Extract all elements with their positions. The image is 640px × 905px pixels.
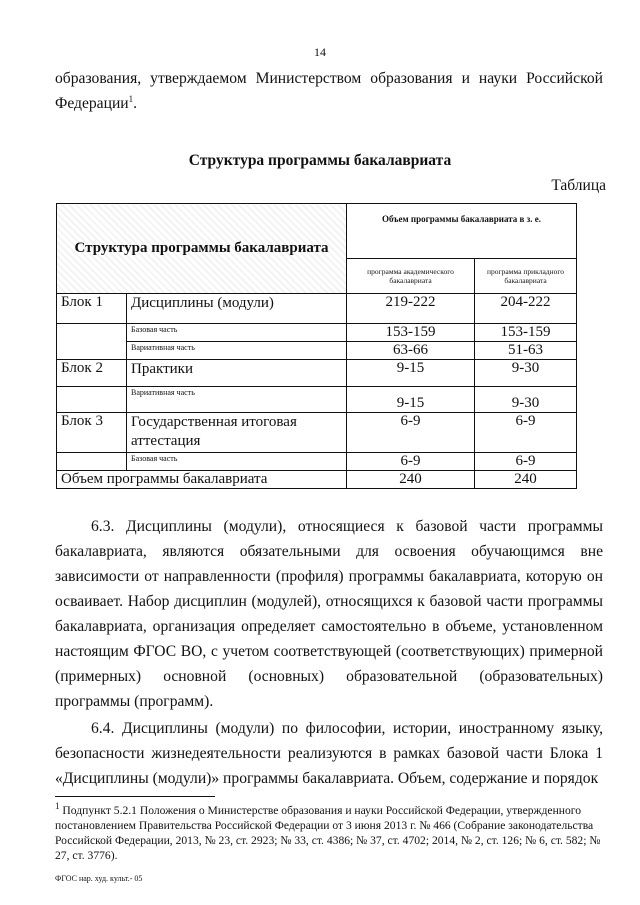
block-label [57,387,127,413]
intro-text: образования, утверждаемом Министерством образования и науки Российской Федерации [55,70,603,112]
row-name: Базовая часть [127,453,347,471]
academic-value: 219-222 [347,294,475,324]
table-header-applied: программа прикладного бакалавриата [475,259,577,294]
applied-value: 51-63 [475,342,577,360]
table-row [57,324,577,342]
block-label [57,324,127,360]
row-name: Практики [127,360,347,387]
total-label: Объем программы бакалавриата [57,471,347,489]
academic-value: 6-9 [347,453,475,471]
row-name: Вариативная часть [127,387,347,413]
academic-value: 9-15 [347,387,475,413]
academic-value: 9-15 [347,360,475,387]
applied-value: 6-9 [475,413,577,453]
table-header-structure: Структура программы бакалавриата [57,204,347,294]
table-row [57,342,577,360]
block-label: Блок 3 [57,413,127,453]
row-name: Базовая часть [127,324,347,342]
paragraph-6-4 [55,716,603,791]
table-row [57,453,577,471]
table-title: Структура программы бакалавриата [188,152,452,169]
table-row [57,360,577,387]
academic-value: 63-66 [347,342,475,360]
footnote-mark: 1 [55,801,60,812]
academic-value: 6-9 [347,413,475,453]
structure-table [56,203,577,489]
footnote-text: Подпункт 5.2.1 Положения о Министерстве образования и науки Российской Федерации, утвержденного постановлением Правительства Российской Федерации от 3 июня 2013 г. № 466 (Собрание законодательства Российской Федерации, 2013, № 23, ст. 2923; № 33, ст. 4386; № 37, ст. 4702; 2014, № 2, ст. 126; № 6, ст. 582; № 27, ст. 3776). [55,804,601,862]
applied-value: 9-30 [475,360,577,387]
table-row [57,294,577,324]
block-label: Блок 2 [57,360,127,387]
block-label: Блок 1 [57,294,127,324]
applied-value: 6-9 [475,453,577,471]
row-name: Государственная итоговая аттестация [127,413,347,453]
academic-value: 153-159 [347,324,475,342]
total-academic: 240 [347,471,475,489]
footnote-divider [55,796,215,797]
paragraph-6-4-text: 6.4. Дисциплины (модули) по философии, истории, иностранному языку, безопасности жизнедеятельности реализуются в рамках базовой части Блока 1 «Дисциплины (модули)» программы бакалавриата. Объем, содержание и порядок [55,720,603,787]
paragraph-6-3 [55,514,603,714]
intro-paragraph: образования, утверждаемом Министерством образования и науки Российской Федерации$^1$. [55,70,603,112]
table-header-volume: Объем программы бакалавриата в з. е. [347,204,577,259]
page-number: 14 [314,45,326,59]
table-caption: Таблица [551,177,606,194]
table-row [57,387,577,413]
table-row [57,413,577,453]
row-name: Дисциплины (модули) [127,294,347,324]
total-applied: 240 [475,471,577,489]
applied-value: 204-222 [475,294,577,324]
paragraph-6-3-text: 6.3. Дисциплины (модули), относящиеся к базовой части программы бакалавриата, являются обязательными для освоения обучающимся вне зависимости от направленности (профиля) программы бакалавриата, которую он осваивает. Набор дисциплин (модулей), относящихся к базовой части программы бакалавриата, организация определяет самостоятельно в объеме, установленном настоящим ФГОС ВО, с учетом соответствующей (соответствующих) примерной (примерных) основной (основных) образовательной (образовательных) программы (программ). [55,518,603,710]
applied-value: 9-30 [475,387,577,413]
intro-footnote-mark: 1 [128,93,134,104]
table-total-row [57,471,577,489]
footer-code: ФГОС нар. худ. культ.- 05 [55,874,143,883]
footnote [55,803,605,863]
row-name: Вариативная часть [127,342,347,360]
block-label [57,453,127,471]
applied-value: 153-159 [475,324,577,342]
table-header-academic: программа академического бакалавриата [347,259,475,294]
